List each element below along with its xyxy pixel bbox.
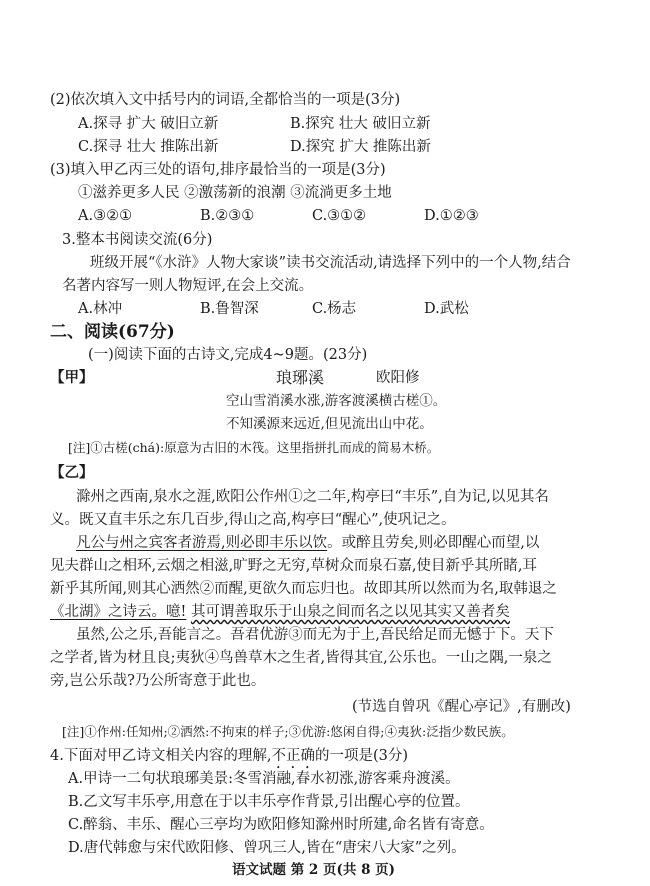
book-option-a: A.林冲 bbox=[78, 300, 123, 317]
poem-line-1: 空山雪消溪水涨,游客渡溪横古槎①。 bbox=[226, 393, 447, 410]
poem-author: 欧阳修 bbox=[376, 370, 420, 387]
book-question-line2: 名著内容写一则人物短评,在会上交流。 bbox=[62, 277, 314, 294]
passage-yi-note: [注]①作州:任知州;②洒然:不拘束的样子;③优游:悠闲自得;④夷狄:泛指少数民族。 bbox=[62, 723, 514, 739]
q4-option-b: B.乙文写丰乐亭,用意在于以丰乐亭作背景,引出醒心亭的位置。 bbox=[68, 793, 470, 810]
poem-line-2: 不知溪源来远近,但见流出山中花。 bbox=[226, 416, 433, 433]
book-option-c: C.杨志 bbox=[312, 300, 357, 317]
q4-option-c: C.醉翁、丰乐、醒心三亭均为欧阳修知滁州时所建,命名皆有寄意。 bbox=[68, 816, 494, 833]
book-question-line1: 班级开展“《水浒》人物大家谈”读书交流活动,请选择下列中的一个人物,结合 bbox=[90, 254, 571, 271]
q3-option-d: D.①②③ bbox=[424, 208, 479, 225]
q3-option-a: A.③②① bbox=[78, 208, 133, 225]
underlined-sentence-2: 《北湖》之诗云。噫! bbox=[50, 604, 187, 621]
q4-stem-emphasis: 不正确 bbox=[271, 747, 315, 764]
passage-yi-p2-line1 bbox=[76, 533, 539, 553]
q3-stem: (3)填入甲乙丙三处的语句,排序最恰当的一项是(3分) bbox=[50, 162, 386, 179]
page-footer: 语文试题 第 2 页(共 8 页) bbox=[232, 862, 396, 878]
passage-yi-p3-line3: 旁,岂公乐哉?乃公所寄意于此也。 bbox=[50, 673, 266, 690]
passage-yi-p2-line4 bbox=[50, 602, 510, 622]
passage-yi-p2-line1-rest: 。或醉且劳矣,则必即醒心而望,以 bbox=[327, 534, 540, 551]
q2-option-d: D.探究 扩大 推陈出新 bbox=[290, 139, 431, 156]
passage-yi-p2-line2: 见夫群山之相环,云烟之相滋,旷野之无穷,草树众而泉石嘉,使目新乎其所睹,耳 bbox=[50, 557, 538, 574]
poem-note: [注]①古槎(chá):原意为古旧的木筏。这里指拼扎而成的简易木桥。 bbox=[68, 440, 440, 456]
q2-option-b: B.探究 壮大 破旧立新 bbox=[290, 116, 431, 133]
section-heading: 二、阅读(67分) bbox=[50, 322, 175, 342]
passage-yi-label: 【乙】 bbox=[50, 463, 94, 481]
book-option-b: B.鲁智深 bbox=[200, 300, 259, 317]
passage-yi-p2-line3: 新乎其所闻,则其心洒然②而醒,更欲久而忘归也。故即其所以然而为名,取韩退之 bbox=[50, 581, 557, 598]
passage-yi-p1-line1: 滁州之西南,泉水之涯,欧阳公作州①之二年,构亭曰“丰乐”,自为记,以见其名 bbox=[76, 488, 549, 505]
q4-stem bbox=[50, 746, 408, 772]
q3-option-c: C.③①② bbox=[312, 208, 367, 225]
q2-option-c: C.探寻 壮大 推陈出新 bbox=[78, 139, 219, 156]
q4-option-d: D.唐代韩愈与宋代欧阳修、曾巩三人,皆在“唐宋八大家”之列。 bbox=[68, 840, 466, 856]
book-question-title: 3.整本书阅读交流(6分) bbox=[62, 231, 213, 248]
poem-title: 琅琊溪 bbox=[276, 368, 325, 388]
book-option-d: D.武松 bbox=[424, 300, 469, 317]
q3-items: ①滋养更多人民 ②激荡新的浪潮 ③流淌更多土地 bbox=[78, 185, 392, 202]
q4-stem-pre: 4.下面对甲乙诗文相关内容的理解, bbox=[50, 747, 272, 764]
q2-stem: (2)依次填入文中括号内的词语,全都恰当的一项是(3分) bbox=[50, 92, 401, 108]
passage-source: (节选自曾巩《醒心亭记》,有删改) bbox=[352, 699, 571, 716]
underlined-sentence-1: 凡公与州之宾客者游焉,则必即丰乐以饮 bbox=[76, 534, 328, 551]
passage-jia-label: 【甲】 bbox=[50, 369, 94, 387]
q3-option-b: B.②③① bbox=[200, 208, 255, 225]
passage-yi-p3-line1: 虽然,公之乐,吾能言之。吾君优游③而无为于上,吾民给足而无憾于下。天下 bbox=[76, 627, 554, 644]
section-subheading: (一)阅读下面的古诗文,完成4~9题。(23分) bbox=[88, 347, 368, 364]
q2-option-a: A.探寻 扩大 破旧立新 bbox=[78, 116, 219, 133]
q4-option-a: A.甲诗一二句状琅琊美景:冬雪消融,春水初涨,游客乘舟渡溪。 bbox=[68, 770, 460, 787]
passage-yi-p3-line2: 之学者,皆为材且良;夷狄④鸟兽草木之生者,皆得其宜,公乐也。一山之隅,一泉之 bbox=[50, 650, 552, 667]
q4-stem-post: 的一项是(3分) bbox=[314, 747, 408, 764]
wavy-underlined-sentence: 其可谓善取乐于山泉之间而名之以见其实又善者矣 bbox=[190, 604, 510, 621]
passage-yi-p1-line2: 义。既又直丰乐之东几百步,得山之高,构亭曰“醒心”,使巩记之。 bbox=[50, 511, 456, 528]
